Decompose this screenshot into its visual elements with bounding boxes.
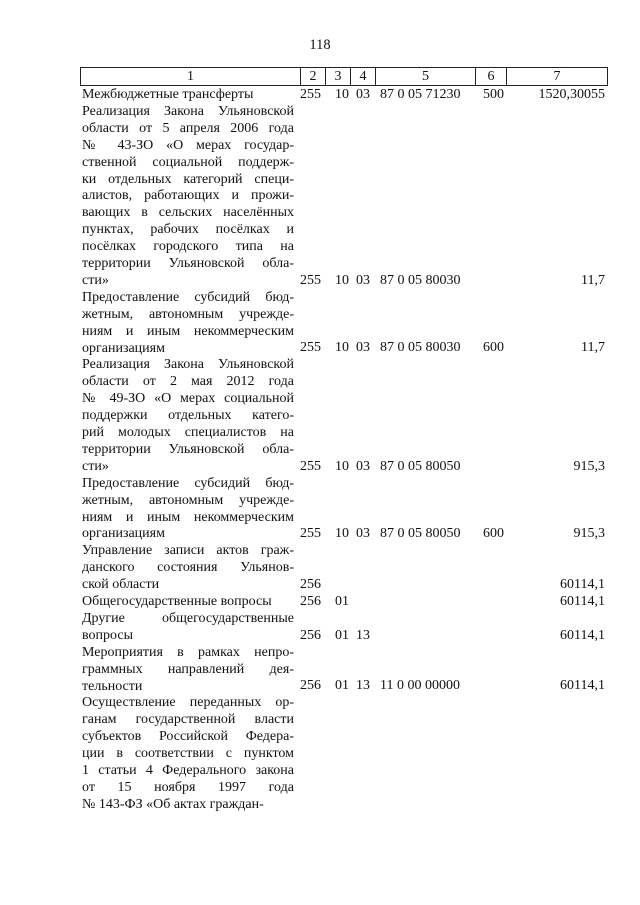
row-name	[82, 543, 294, 594]
cell-c4: 13	[356, 678, 370, 694]
row-name-line: Межбюджетные трансферты	[82, 87, 254, 102]
cell-c2: 255	[300, 526, 321, 542]
cell-c4: 13	[356, 627, 370, 643]
cell-c2: 255	[300, 272, 321, 288]
row-name-line: ниям и иным некоммерческим	[82, 509, 294, 525]
table-header	[80, 67, 608, 86]
table-row	[0, 290, 640, 358]
cell-c5: 87 0 05 80050	[380, 458, 461, 474]
cell-c4: 03	[356, 87, 370, 102]
row-name-line: вающих в сельских населённых	[82, 205, 294, 221]
cell-c4: 03	[356, 458, 370, 474]
cell-c7: 915,3	[573, 458, 605, 474]
header-col-5: 5	[375, 68, 475, 85]
cell-c2: 255	[300, 458, 321, 474]
cell-c5: 87 0 05 80050	[380, 526, 461, 542]
cell-c7: 11,7	[581, 340, 605, 356]
row-name-line: граммных направлений дея-	[82, 661, 294, 677]
row-name	[82, 611, 294, 645]
header-col-7: 7	[506, 68, 607, 85]
row-name-line: 1 статьи 4 Федерального закона	[82, 763, 294, 779]
row-name-line: жетным, автономным учрежде-	[82, 492, 294, 508]
cell-c7: 60114,1	[560, 594, 605, 609]
cell-c5: 87 0 05 71230	[380, 87, 461, 102]
cell-c2: 256	[300, 594, 321, 609]
cell-c5: 11 0 00 00000	[380, 678, 460, 694]
header-col-1: 1	[187, 69, 194, 84]
table-row	[0, 357, 640, 475]
cell-c4: 03	[356, 340, 370, 356]
cell-c7: 60114,1	[560, 678, 605, 694]
table-row	[0, 543, 640, 594]
row-name-line: Реализация Закона Ульяновской	[82, 357, 294, 373]
row-name-line: территории Ульяновской обла-	[82, 441, 294, 457]
row-name	[82, 290, 294, 358]
cell-c4: 03	[356, 272, 370, 288]
row-name	[82, 357, 294, 475]
row-name-line: № 143-ФЗ «Об актах граждан-	[82, 796, 264, 812]
row-name	[82, 695, 294, 813]
row-name-line: от 15 ноября 1997 года	[82, 779, 294, 795]
cell-c7: 60114,1	[560, 627, 605, 643]
row-name-line: сти»	[82, 272, 109, 288]
table-row	[0, 104, 640, 290]
table-row	[0, 611, 640, 645]
row-name-line: Осуществление переданных ор-	[82, 695, 294, 711]
row-name-line: жетным, автономным учрежде-	[82, 306, 294, 322]
cell-c7: 60114,1	[560, 577, 605, 593]
row-name-line: сти»	[82, 458, 109, 474]
row-name-line: ской области	[82, 577, 160, 593]
row-name-line: Мероприятия в рамках непро-	[82, 644, 294, 660]
row-name-line: ниям и иным некоммерческим	[82, 323, 294, 339]
row-name-line: поддержки отдельных катего-	[82, 408, 294, 424]
table-row	[0, 476, 640, 544]
row-name-line: № 49-ЗО «О мерах социальной	[82, 391, 294, 407]
cell-c3: 01	[335, 678, 349, 694]
cell-c2: 255	[300, 340, 321, 356]
cell-c7: 1520,30055	[538, 87, 605, 102]
row-name-line: области от 2 мая 2012 года	[82, 374, 294, 390]
row-name-line: алистов, работающих и прожи-	[82, 188, 294, 204]
cell-c2: 255	[300, 87, 321, 102]
row-name	[82, 476, 294, 544]
cell-c3: 10	[335, 87, 349, 102]
row-name	[82, 645, 294, 696]
cell-c3: 10	[335, 340, 349, 356]
cell-c3: 01	[335, 627, 349, 643]
row-name-line: тельности	[82, 678, 143, 694]
row-name-line: области от 5 апреля 2006 года	[82, 120, 294, 136]
table-row	[0, 87, 640, 104]
row-name-line: организациям	[82, 526, 165, 542]
cell-c6: 600	[483, 340, 504, 356]
page-number: 118	[309, 37, 331, 53]
cell-c5: 87 0 05 80030	[380, 272, 461, 288]
cell-c6: 600	[483, 526, 504, 542]
cell-c3: 10	[335, 458, 349, 474]
row-name-line: вопросы	[82, 627, 133, 643]
cell-c2: 256	[300, 678, 321, 694]
row-name-line: посёлках городского типа на	[82, 239, 294, 255]
row-name-line: Другие общегосударственные	[82, 610, 294, 626]
cell-c2: 256	[300, 577, 321, 593]
header-col-2: 2	[300, 68, 325, 85]
row-name-line: Общегосударственные вопросы	[82, 594, 272, 609]
cell-c7: 11,7	[581, 272, 605, 288]
header-col-4: 4	[350, 68, 375, 85]
row-name-line: Предоставление субсидий бюд-	[82, 289, 294, 305]
row-name-line: Реализация Закона Ульяновской	[82, 103, 294, 119]
row-name-line: ки отдельных категорий специ-	[82, 171, 294, 187]
row-name-line: данского состояния Ульянов-	[82, 560, 294, 576]
row-name-line: Управление записи актов граж-	[82, 543, 294, 559]
table-row	[0, 695, 640, 813]
row-name	[82, 594, 294, 611]
row-name-line: № 43-ЗО «О мерах государ-	[82, 137, 294, 153]
cell-c3: 10	[335, 272, 349, 288]
header-col-3: 3	[325, 68, 350, 85]
cell-c7: 915,3	[573, 526, 605, 542]
table-row	[0, 594, 640, 611]
row-name-line: ственной социальной поддерж-	[82, 154, 294, 170]
cell-c2: 256	[300, 627, 321, 643]
row-name-line: Предоставление субсидий бюд-	[82, 475, 294, 491]
cell-c6: 500	[483, 87, 504, 102]
row-name	[82, 87, 294, 104]
row-name-line: организациям	[82, 340, 165, 356]
cell-c4: 03	[356, 526, 370, 542]
cell-c5: 87 0 05 80030	[380, 340, 461, 356]
cell-c3: 01	[335, 594, 349, 609]
row-name-line: территории Ульяновской обла-	[82, 256, 294, 272]
row-name-line: ганам государственной власти	[82, 712, 294, 728]
row-name	[82, 104, 294, 290]
row-name-line: рий молодых специалистов на	[82, 425, 294, 441]
header-col-6: 6	[475, 68, 506, 85]
table-row	[0, 645, 640, 696]
cell-c3: 10	[335, 526, 349, 542]
row-name-line: ции в соответствии с пунктом	[82, 746, 294, 762]
row-name-line: пунктах, рабочих посёлках и	[82, 222, 294, 238]
row-name-line: субъектов Российской Федера-	[82, 729, 294, 745]
